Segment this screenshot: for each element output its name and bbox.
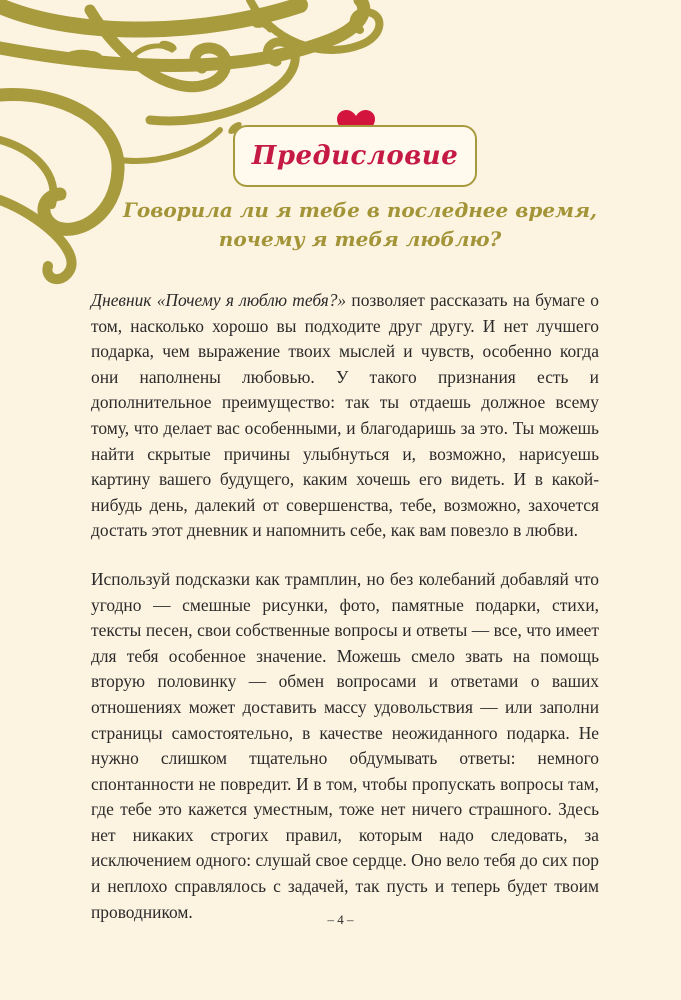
page-number: – 4 –: [327, 912, 354, 927]
paragraph-1: [91, 288, 599, 544]
body-text: [91, 288, 599, 925]
subtitle-line-2: почему я тебя люблю?: [218, 227, 502, 251]
subtitle: [120, 196, 600, 254]
paragraph-2: Используй подсказки как трамплин, но без колебаний добавляй что угодно — смешные рисунки, фото, памятные подарки, стихи, тексты песен, свои собственные вопросы и ответы — все, что имеет для тебя особенное значение. Можешь смело звать на помощь вторую половинку — обмен вопросами и ответами о ваших отношениях может доставить массу удовольствия — или заполни страницы самостоятельно, в качестве неожиданного подарка. Не нужно слишком тщательно обдумывать ответы: немного спонтанности не повредит. И в том, чтобы пропускать вопросы там, где тебе это кажется уместным, тоже нет ничего страшного. Здесь нет никаких строгих правил, которым надо следовать, за исключением одного: слушай свое сердце. Оно вело тебя до сих пор и неплохо справлялось с задачей, так пусть и теперь будет твоим проводником.: [91, 568, 599, 922]
subtitle-line-1: Говорила ли я тебе в последнее время,: [123, 198, 597, 222]
paragraph-1-text: позволяет рассказать на бумаге о том, насколько хорошо вы подходите друг другу. И нет лучшего подарка, чем выражение твоих мыслей и чувств, особенно когда они наполнены любовью. У такого признания есть и дополнительное преимущество: так ты отдаешь должное всему тому, что делает вас особенными, и благодаришь за это. Ты можешь найти скрытые причины улыбнуться и, возможно, нарисуешь картину вашего будущего, каким хочешь его видеть. И в какой-нибудь день, далекий от совершенства, тебе, возможно, захочется достать этот дневник и напомнить себе, как вам повезло в любви.: [91, 290, 599, 541]
page-title: Предисловие: [251, 141, 459, 171]
title-box: [233, 125, 477, 187]
journal-title-lead: Дневник «Почему я люблю тебя?»: [91, 290, 347, 310]
